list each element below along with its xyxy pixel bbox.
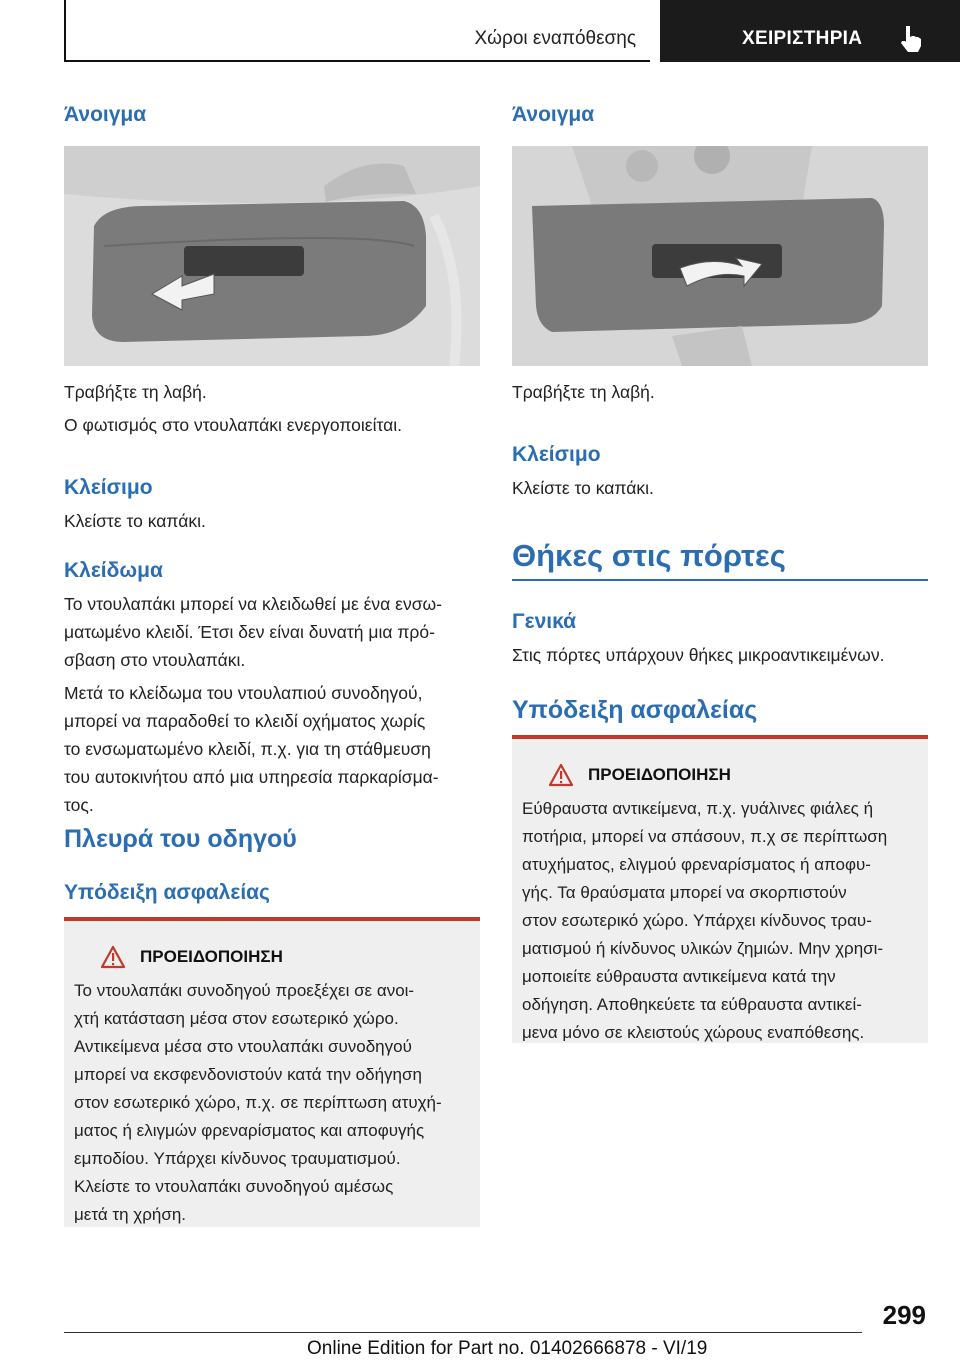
text-after-lock-line: τος. [64, 795, 94, 815]
warning-title: ΠΡΟΕΙΔΟΠΟΙΗΣΗ [588, 765, 731, 784]
warning-title: ΠΡΟΕΙΔΟΠΟΙΗΣΗ [140, 947, 283, 966]
header-tab-box [660, 0, 960, 62]
page-number: 299 [882, 1300, 926, 1330]
text-after-lock-line: Μετά το κλείδωμα του ντουλαπιού συνοδηγού, [64, 683, 423, 703]
text-after-lock-line: μπορεί να παραδοθεί το κλειδί οχήματος χωρίς [64, 711, 426, 731]
warning-text: Το ντουλαπάκι συνοδηγού προεξέχει σε ανοι‐ χτή κατάσταση μέσα στον εσωτερικό χώρο. Αντικείμενα μέσα στο ντουλαπάκι συνοδηγού μπορεί να εκσφενδονιστούν κατά την οδήγηση στον εσωτερικό χώρο, π.χ. σε περίπτωση ατυχή‐ ματος ή ελιγμών φρεναρίσματος και αποφυγής εμποδίου. Υπάρχει κίνδυνος τραυματισμού. Κλείστε το ντουλαπάκι συνοδηγού αμέσως μετά τη χρήση. [74, 981, 442, 1224]
warning-triangle-icon [548, 763, 574, 787]
header-section-box [64, 0, 650, 62]
hand-pointer-icon [898, 24, 924, 54]
glovebox-photo-left [64, 146, 480, 366]
text-light-on: Ο φωτισμός στο ντουλαπάκι ενεργοποιείται. [64, 415, 402, 435]
section-title: Χώροι εναπόθεσης [474, 28, 636, 49]
heading-general: Γενικά [512, 610, 577, 633]
text-close-lid-right: Κλείστε το καπάκι. [512, 478, 654, 498]
text-door-pockets: Στις πόρτες υπάρχουν θήκες μικροαντικειμένων. [512, 645, 885, 665]
heading-safety-left: Υπόδειξη ασφαλείας [64, 881, 270, 904]
warning-text: Εύθραυστα αντικείμενα, π.χ. γυάλινες φιάλες ή ποτήρια, μπορεί να σπάσουν, π.χ σε περίπτωση ατυχήματος, ελιγμού φρεναρίσματος ή αποφυ‐ γής. Τα θραύσματα μπορεί να σκορπιστούν στον εσωτερικό χώρο. Υπάρχει κίνδυνος τραυ‐ ματισμού ή κίνδυνος υλικών ζημιών. Μην χρησι‐ μοποιείτε εύθραυστα αντικείμενα κατά την οδήγηση. Αποθηκεύετε τα εύθραυστα αντικεί‐ μενα μόνο σε κλειστούς χώρους εναπόθεσης. [522, 799, 888, 1042]
text-lock-line: σβαση στο ντουλαπάκι. [64, 650, 246, 670]
text-pull-handle-left: Τραβήξτε τη λαβή. [64, 382, 207, 402]
warning-box-left [64, 917, 480, 1227]
footer-rule [64, 1332, 862, 1333]
heading-closing-left: Κλείσιμο [64, 476, 153, 499]
heading-door-pockets: Θήκες στις πόρτες [512, 538, 786, 573]
heading-safety-right: Υπόδειξη ασφαλείας [512, 696, 758, 724]
heading-opening-left: Άνοιγμα [64, 103, 147, 126]
text-pull-handle-right: Τραβήξτε τη λαβή. [512, 382, 655, 402]
text-after-lock-line: το ενσωματωμένο κλειδί, π.χ. για τη στάθμευση [64, 739, 431, 759]
glovebox-photo-right [512, 146, 928, 366]
text-lock-line: Το ντουλαπάκι μπορεί να κλειδωθεί με ένα ενσω‐ [64, 594, 443, 614]
warning-box-right [512, 735, 928, 1043]
text-after-lock-line: του αυτοκινήτου από μια υπηρεσία παρκαρίσμα‐ [64, 767, 439, 787]
heading-rule [512, 579, 928, 581]
heading-locking: Κλείδωμα [64, 559, 163, 582]
heading-opening-right: Άνοιγμα [512, 103, 595, 126]
heading-driver-side: Πλευρά του οδηγού [64, 825, 297, 853]
heading-closing-right: Κλείσιμο [512, 443, 601, 466]
warning-triangle-icon [100, 945, 126, 969]
text-lock-line: ματωμένο κλειδί. Έτσι δεν είναι δυνατή μια πρό‐ [64, 622, 435, 642]
chapter-tab-label: ΧΕΙΡΙΣΤΗΡΙΑ [742, 28, 863, 49]
text-close-lid-left: Κλείστε το καπάκι. [64, 511, 206, 531]
edition-text: Online Edition for Part no. 01402666878 - VI/19 [307, 1338, 708, 1359]
